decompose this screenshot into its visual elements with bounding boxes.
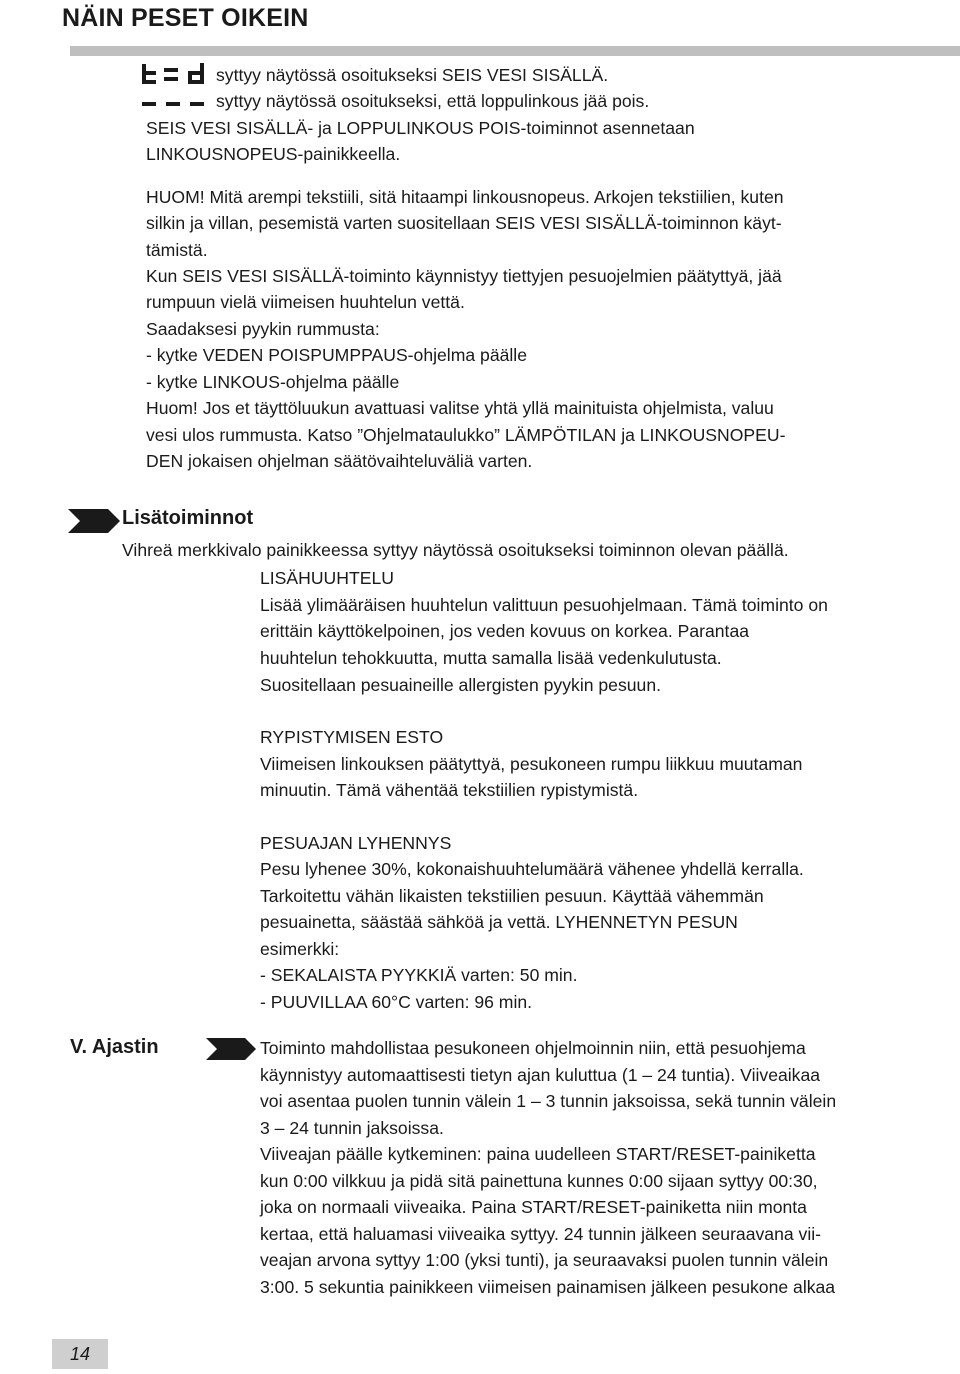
feature-line: - SEKALAISTA PYYKKIÄ varten: 50 min. xyxy=(260,965,578,985)
ajastin-line: kun 0:00 vilkkuu ja pidä sitä painettuna kunnes 0:00 sijaan syttyy 00:30, xyxy=(260,1171,818,1191)
lisatoiminnot-heading: Lisätoiminnot xyxy=(122,507,254,529)
feature-line: Viimeisen linkouksen päätyttyä, pesukoneen rumpu liikkuu muutaman xyxy=(260,754,803,774)
ajastin-line: Toiminto mahdollistaa pesukoneen ohjelmoinnin niin, että pesuohjema xyxy=(260,1038,806,1058)
display-dashes-segment-icon xyxy=(142,94,210,108)
page-number: 14 xyxy=(52,1339,108,1369)
intro-line: rumpuun vielä viimeisen huuhtelun vettä. xyxy=(146,292,465,312)
feature-title-rypistymisen-esto: RYPISTYMISEN ESTO xyxy=(260,727,444,747)
ajastin-line: käynnistyy automaattisesti tietyn ajan kuluttua (1 – 24 tuntia). Viiveaikaa xyxy=(260,1065,821,1085)
intro-line: Saadaksesi pyykin rummusta: xyxy=(146,319,380,339)
feature-line: erittäin käyttökelpoinen, jos veden kovuus on korkea. Parantaa xyxy=(260,621,750,641)
intro-line: LINKOUSNOPEUS-painikkeella. xyxy=(146,144,401,164)
intro-line: DEN jokaisen ohjelman säätövaihteluväliä varten. xyxy=(146,451,533,471)
display-line-2-text: syttyy näytössä osoitukseksi, että loppulinkous jää pois. xyxy=(216,91,650,111)
display-t-d-segment-icon xyxy=(142,62,210,86)
feature-line: Tarkoitettu vähän likaisten tekstiilien pesuun. Käyttää vähemmän xyxy=(260,886,764,906)
intro-line: - kytke LINKOUS-ohjelma päälle xyxy=(146,372,400,392)
intro-line: HUOM! Mitä arempi tekstiili, sitä hitaampi linkousnopeus. Arkojen tekstiilien, kuten xyxy=(146,187,784,207)
intro-line: Kun SEIS VESI SISÄLLÄ-toiminto käynnistyy tiettyjen pesuojelmien päätyttyä, jää xyxy=(146,266,782,286)
ajastin-heading: V. Ajastin xyxy=(70,1036,159,1058)
ajastin-line: 3 – 24 tunnin jaksoissa. xyxy=(260,1118,444,1138)
ajastin-line: joka on normaali viiveaika. Paina START/RESET-painiketta niin monta xyxy=(260,1197,807,1217)
feature-line: huuhtelun tehokkuutta, mutta samalla lisää vedenkulutusta. xyxy=(260,648,722,668)
feature-line: Suositellaan pesuaineille allergisten pyykin pesuun. xyxy=(260,675,662,695)
display-line-1-text: syttyy näytössä osoitukseksi SEIS VESI SISÄLLÄ. xyxy=(216,65,609,85)
feature-line: - PUUVILLAA 60°C varten: 96 min. xyxy=(260,992,533,1012)
feature-line: Lisää ylimääräisen huuhtelun valittuun pesuohjelmaan. Tämä toiminto on xyxy=(260,595,828,615)
feature-line: minuutin. Tämä vähentää tekstiilien rypistymistä. xyxy=(260,780,639,800)
ajastin-line: 3:00. 5 sekuntia painikkeen viimeisen painamisen jälkeen pesukone alkaa xyxy=(260,1277,836,1297)
ajastin-line: veajan arvona syttyy 1:00 (yksi tunti), ja seuraavaksi puolen tunnin välein xyxy=(260,1250,829,1270)
intro-line: - kytke VEDEN POISPUMPPAUS-ohjelma päälle xyxy=(146,345,527,365)
intro-line: silkin ja villan, pesemistä varten suositellaan SEIS VESI SISÄLLÄ-toiminnon käyt- xyxy=(146,213,782,233)
ajastin-line: kertaa, että haluamasi viiveaika syttyy. 24 tunnin jälkeen seuraavana vii- xyxy=(260,1224,822,1244)
double-arrow-icon xyxy=(206,1038,256,1060)
feature-line: esimerkki: xyxy=(260,939,340,959)
ajastin-line: voi asentaa puolen tunnin välein 1 – 3 tunnin jaksoissa, sekä tunnin välein xyxy=(260,1091,837,1111)
intro-line: vesi ulos rummusta. Katso ”Ohjelmataulukko” LÄMPÖTILAN ja LINKOUSNOPEU- xyxy=(146,425,786,445)
lisatoiminnot-intro: Vihreä merkkivalo painikkeessa syttyy näytössä osoitukseksi toiminnon olevan päällä. xyxy=(122,540,789,560)
double-arrow-icon xyxy=(68,509,120,533)
intro-line: tämistä. xyxy=(146,240,208,260)
page-title: NÄIN PESET OIKEIN xyxy=(62,4,309,32)
feature-title-pesuajan-lyhennys: PESUAJAN LYHENNYS xyxy=(260,833,452,853)
intro-line: SEIS VESI SISÄLLÄ- ja LOPPULINKOUS POIS-toiminnot asennetaan xyxy=(146,118,695,138)
feature-line: Pesu lyhenee 30%, kokonaishuuhtelumäärä vähenee yhdellä kerralla. xyxy=(260,859,804,879)
intro-line: Huom! Jos et täyttöluukun avattuasi valitse yhtä yllä mainituista ohjelmista, valuu xyxy=(146,398,774,418)
feature-title-lisahuuhtelu: LISÄHUUHTELU xyxy=(260,568,394,588)
title-rule xyxy=(70,46,960,56)
ajastin-line: Viiveajan päälle kytkeminen: paina uudelleen START/RESET-painiketta xyxy=(260,1144,816,1164)
feature-line: pesuainetta, säästää sähköä ja vettä. LYHENNETYN PESUN xyxy=(260,912,738,932)
